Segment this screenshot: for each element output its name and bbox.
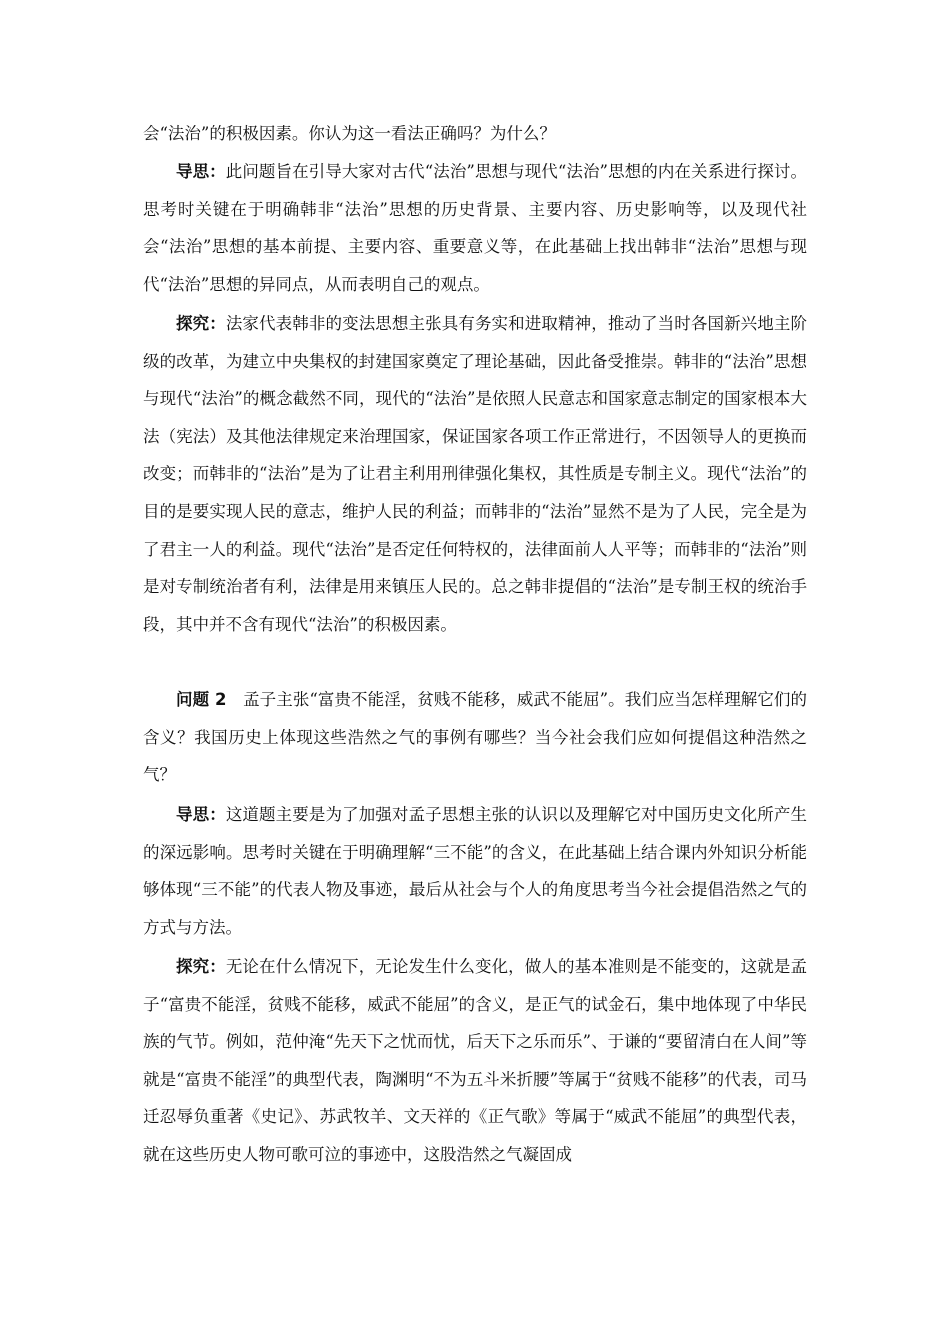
paragraph-lead: 探究：: [176, 314, 226, 333]
paragraph-lead: 导思：: [176, 805, 226, 824]
paragraph-text: 此问题旨在引导大家对古代“法治”思想与现代“法治”思想的内在关系进行探讨。思考时关键在于明确韩非“法治”思想的历史背景、主要内容、历史影响等，以及现代社会“法治”思想的基本前提、主要内容、重要意义等，在此基础上找出韩非“法治”思想与现代“法治”思想的异同点，从而表明自己的观点。: [143, 162, 807, 294]
paragraph-lead: 问题 2: [176, 690, 227, 709]
paragraph-tanjiu-2: [143, 948, 807, 1174]
paragraph-text: 会“法治”的积极因素。你认为这一看法正确吗？为什么？: [143, 124, 556, 143]
paragraph-tanjiu-1: [143, 305, 807, 643]
paragraph-lead: 导思：: [176, 162, 226, 181]
paragraph-daosi-2: [143, 796, 807, 946]
paragraph-lead: 探究：: [176, 957, 226, 976]
paragraph-text: 孟子主张“富贵不能淫，贫贱不能移，威武不能屈”。我们应当怎样理解它们的含义？我国历史上体现这些浩然之气的事例有哪些？当今社会我们应如何提倡这种浩然之气？: [143, 690, 807, 785]
paragraph-text: 法家代表韩非的变法思想主张具有务实和进取精神，推动了当时各国新兴地主阶级的改革，为建立中央集权的封建国家奠定了理论基础，因此备受推崇。韩非的“法治”思想与现代“法治”的概念截然不同，现代的“法治”是依照人民意志和国家意志制定的国家根本大法（宪法）及其他法律规定来治理国家，保证国家各项工作正常进行，不因领导人的更换而改变；而韩非的“法治”是为了让君主利用刑律强化集权，其性质是专制主义。现代“法治”的目的是要实现人民的意志，维护人民的利益；而韩非的“法治”显然不是为了人民，完全是为了君主一人的利益。现代“法治”是否定任何特权的，法律面前人人平等；而韩非的“法治”则是对专制统治者有利，法律是用来镇压人民的。总之韩非提倡的“法治”是专制王权的统治手段，其中并不含有现代“法治”的积极因素。: [143, 314, 808, 634]
paragraph-question-2: [143, 681, 807, 794]
paragraph-daosi-1: [143, 153, 807, 303]
paragraph-intro-continuation: [143, 115, 807, 153]
paragraph-text: 无论在什么情况下，无论发生什么变化，做人的基本准则是不能变的，这就是孟子“富贵不能淫，贫贱不能移，威武不能屈”的含义，是正气的试金石，集中地体现了中华民族的气节。例如，范仲淹“先天下之忧而忧，后天下之乐而乐”、于谦的“要留清白在人间”等就是“富贵不能淫”的典型代表，陶渊明“不为五斗米折腰”等属于“贫贱不能移”的代表，司马迁忍辱负重著《史记》、苏武牧羊、文天祥的《正气歌》等属于“威武不能屈”的典型代表，就在这些历史人物可歌可泣的事迹中，这股浩然之气凝固成: [143, 957, 808, 1164]
paragraph-text: 这道题主要是为了加强对孟子思想主张的认识以及理解它对中国历史文化所产生的深远影响。思考时关键在于明确理解“三不能”的含义，在此基础上结合课内外知识分析能够体现“三不能”的代表人物及事迹，最后从社会与个人的角度思考当今社会提倡浩然之气的方式与方法。: [143, 805, 808, 937]
